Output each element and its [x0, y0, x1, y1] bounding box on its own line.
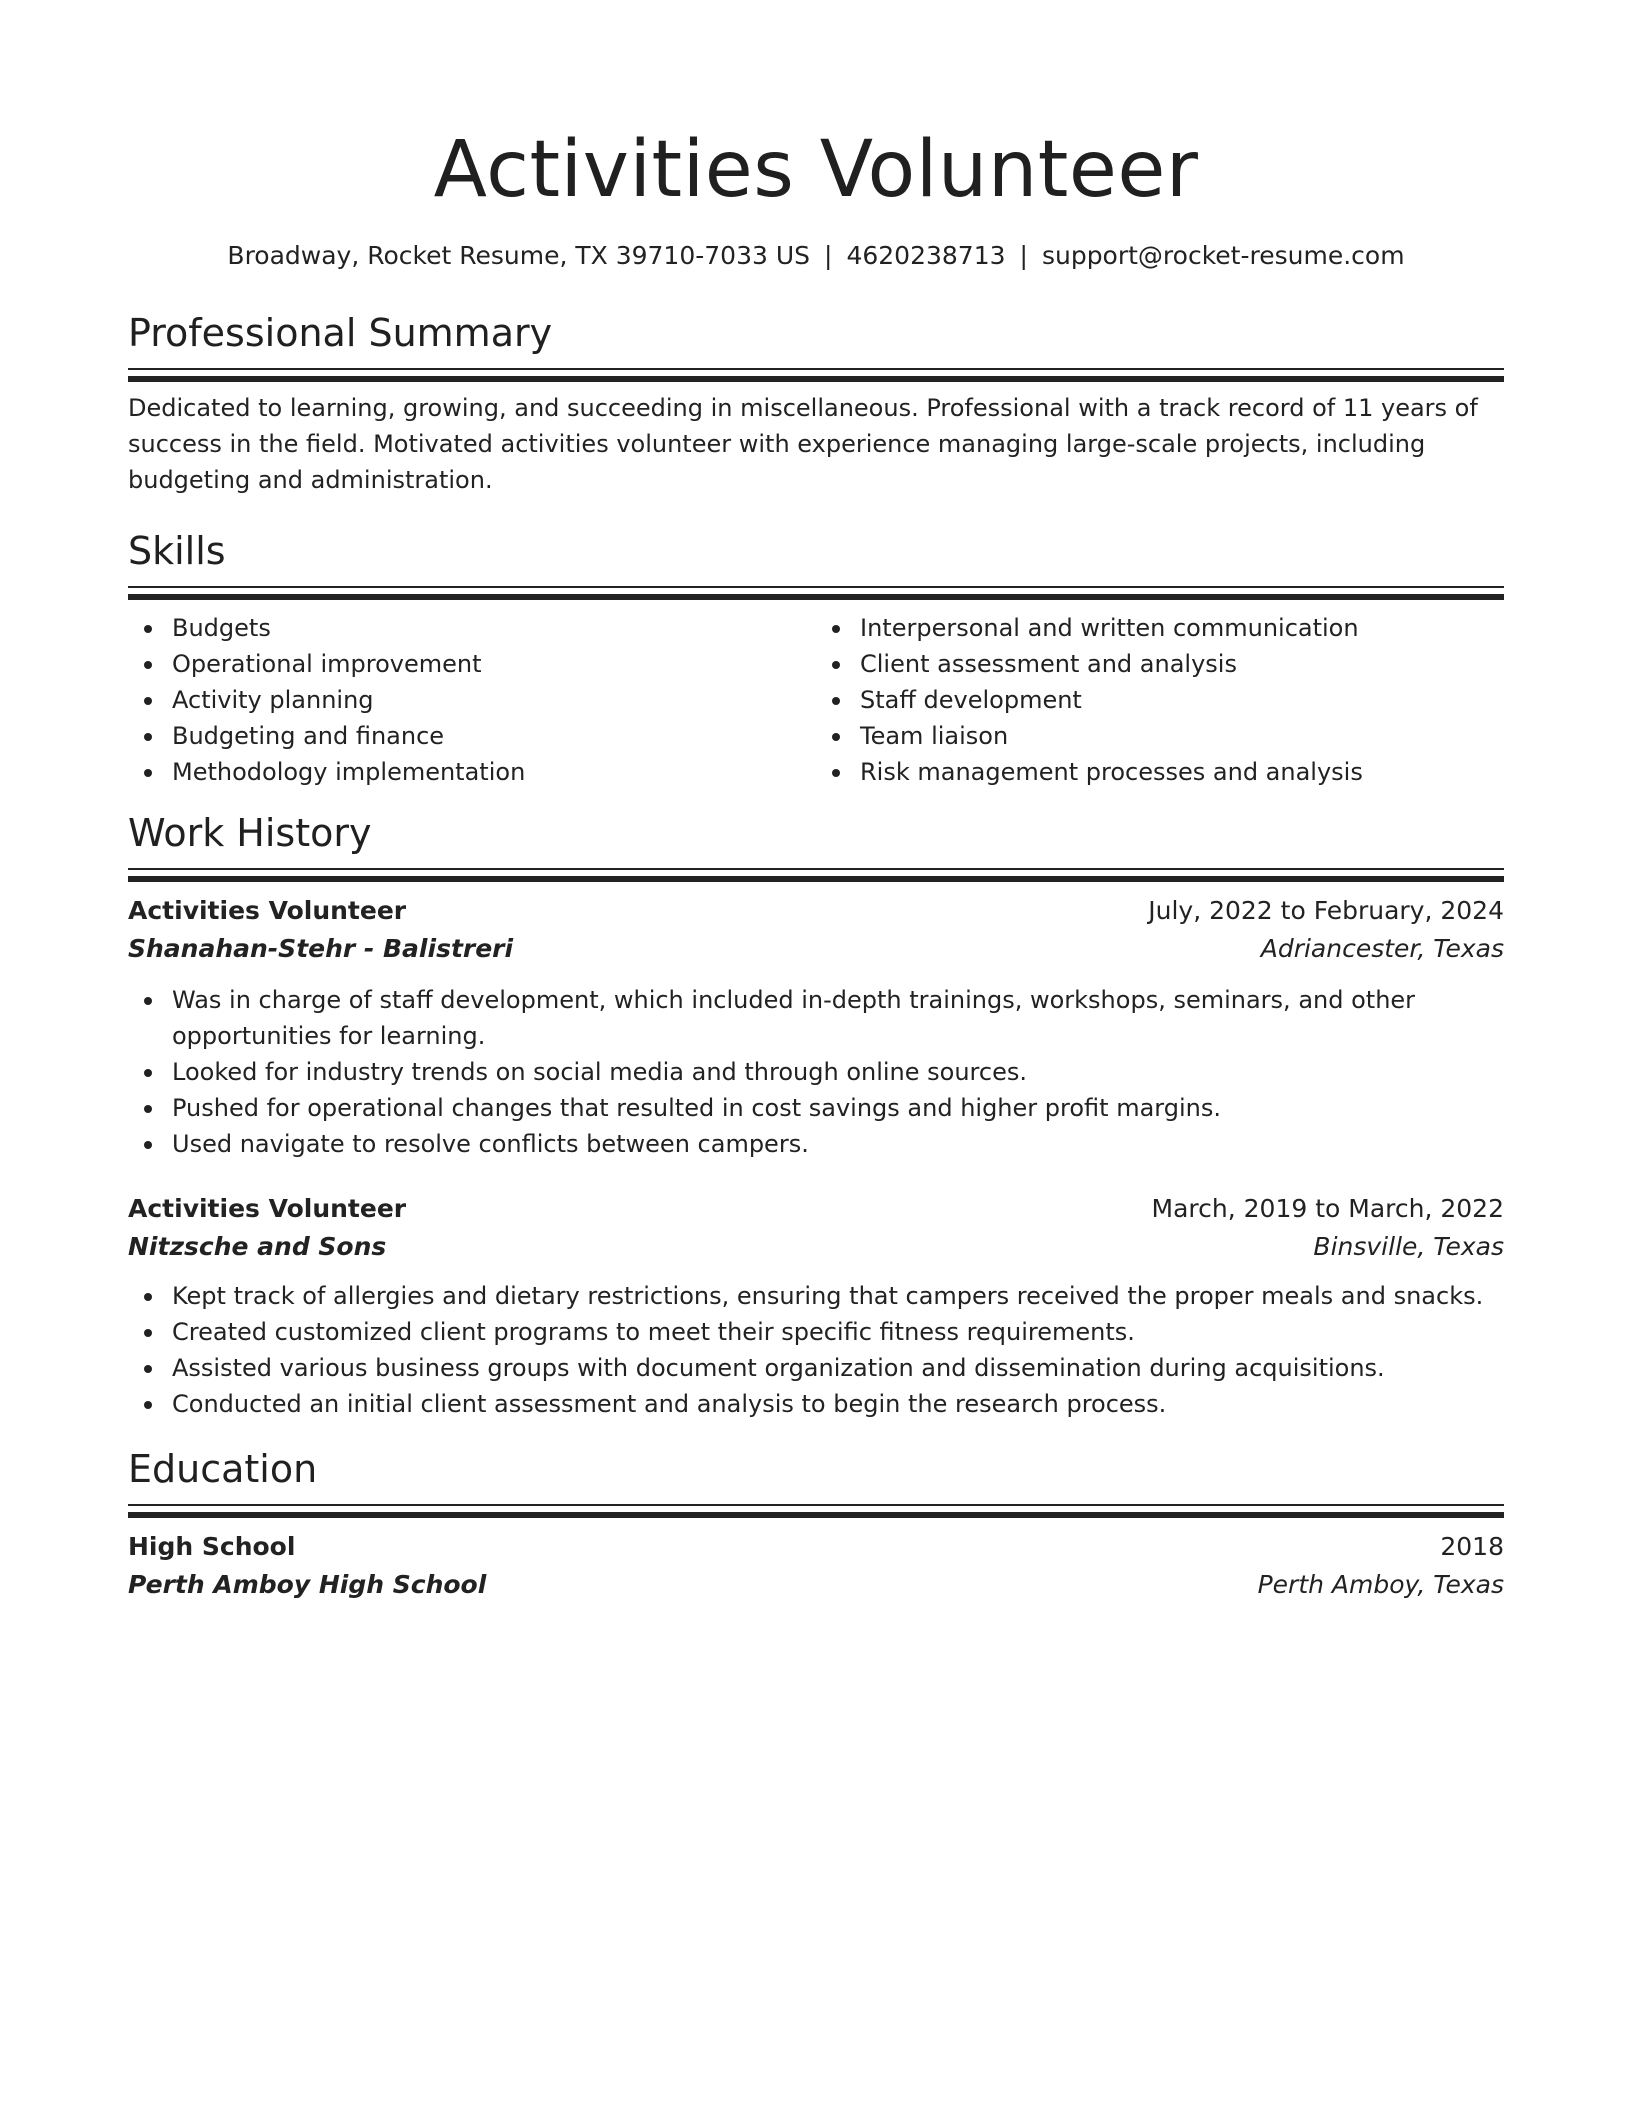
- education-degree: High School: [128, 1532, 296, 1561]
- summary-section: [128, 308, 1504, 498]
- job-bullet: Conducted an initial client assessment and analysis to begin the research process.: [172, 1386, 1504, 1422]
- skill-item: Budgeting and finance: [172, 718, 816, 754]
- contact-phone: 4620238713: [846, 241, 1006, 270]
- job-entry: [128, 892, 1504, 1162]
- job-dates: July, 2022 to February, 2024: [1148, 896, 1504, 925]
- education-entry: [128, 1528, 1504, 1604]
- section-title-work: Work History: [128, 811, 372, 855]
- skills-section: [128, 526, 1504, 790]
- job-bullet: Was in charge of staff development, which included in-depth trainings, workshops, seminars, and other opportunities for learning.: [172, 982, 1504, 1054]
- skill-item: Interpersonal and written communication: [860, 610, 1504, 646]
- contact-line: [128, 238, 1504, 274]
- skill-item: Staff development: [860, 682, 1504, 718]
- summary-text: Dedicated to learning, growing, and succeeding in miscellaneous. Professional with a track record of 11 years of success in the field. Motivated activities volunteer with experience managing large-scale projects, including budgeting and administration.: [128, 394, 1478, 494]
- education-year: 2018: [1440, 1532, 1504, 1561]
- job-bullets: [128, 1278, 1504, 1422]
- education-header-row: [128, 1528, 1504, 1566]
- job-header-row: [128, 1190, 1504, 1228]
- skill-item: Risk management processes and analysis: [860, 754, 1504, 790]
- job-company-row: [128, 1228, 1504, 1266]
- education-location: Perth Amboy, Texas: [1257, 1570, 1504, 1599]
- job-entry: [128, 1190, 1504, 1422]
- skill-item: Operational improvement: [172, 646, 816, 682]
- job-location: Adriancester, Texas: [1260, 934, 1504, 963]
- job-company: Shanahan-Stehr - Balistreri: [128, 934, 514, 963]
- job-bullet: Created customized client programs to meet their specific fitness requirements.: [172, 1314, 1504, 1350]
- candidate-name: Activities Volunteer: [433, 125, 1199, 215]
- section-divider: [128, 586, 1504, 596]
- job-company-row: [128, 930, 1504, 968]
- work-section: [128, 808, 1504, 1422]
- job-bullet: Assisted various business groups with document organization and dissemination during acquisitions.: [172, 1350, 1504, 1386]
- education-section: [128, 1444, 1504, 1604]
- job-location: Binsville, Texas: [1313, 1232, 1504, 1261]
- job-title: Activities Volunteer: [128, 1194, 407, 1223]
- contact-address: Broadway, Rocket Resume, TX 39710-7033 US: [227, 241, 811, 270]
- job-bullets: [128, 982, 1504, 1162]
- skills-column-left: [128, 610, 816, 790]
- education-school-row: [128, 1566, 1504, 1604]
- job-bullet: Pushed for operational changes that resulted in cost savings and higher profit margins.: [172, 1090, 1504, 1126]
- section-title-skills: Skills: [128, 529, 226, 573]
- section-divider: [128, 368, 1504, 378]
- contact-separator: |: [824, 241, 833, 270]
- education-school: Perth Amboy High School: [128, 1570, 487, 1599]
- section-divider: [128, 868, 1504, 878]
- skill-item: Team liaison: [860, 718, 1504, 754]
- job-title: Activities Volunteer: [128, 896, 407, 925]
- skills-list-left: [128, 610, 816, 790]
- job-bullet: Used navigate to resolve conflicts between campers.: [172, 1126, 1504, 1162]
- section-title-education: Education: [128, 1447, 318, 1491]
- job-dates: March, 2019 to March, 2022: [1151, 1194, 1504, 1223]
- job-company: Nitzsche and Sons: [128, 1232, 387, 1261]
- skill-item: Methodology implementation: [172, 754, 816, 790]
- contact-separator: |: [1019, 241, 1028, 270]
- job-bullet: Kept track of allergies and dietary restrictions, ensuring that campers received the proper meals and snacks.: [172, 1278, 1504, 1314]
- skill-item: Budgets: [172, 610, 816, 646]
- job-bullet: Looked for industry trends on social media and through online sources.: [172, 1054, 1504, 1090]
- contact-email[interactable]: support@rocket-resume.com: [1041, 241, 1405, 270]
- skills-list-right: [816, 610, 1504, 790]
- skill-item: Client assessment and analysis: [860, 646, 1504, 682]
- skill-item: Activity planning: [172, 682, 816, 718]
- job-header-row: [128, 892, 1504, 930]
- section-divider: [128, 1504, 1504, 1514]
- skills-column-right: [816, 610, 1504, 790]
- skills-grid: [128, 610, 1504, 790]
- section-title-summary: Professional Summary: [128, 311, 553, 355]
